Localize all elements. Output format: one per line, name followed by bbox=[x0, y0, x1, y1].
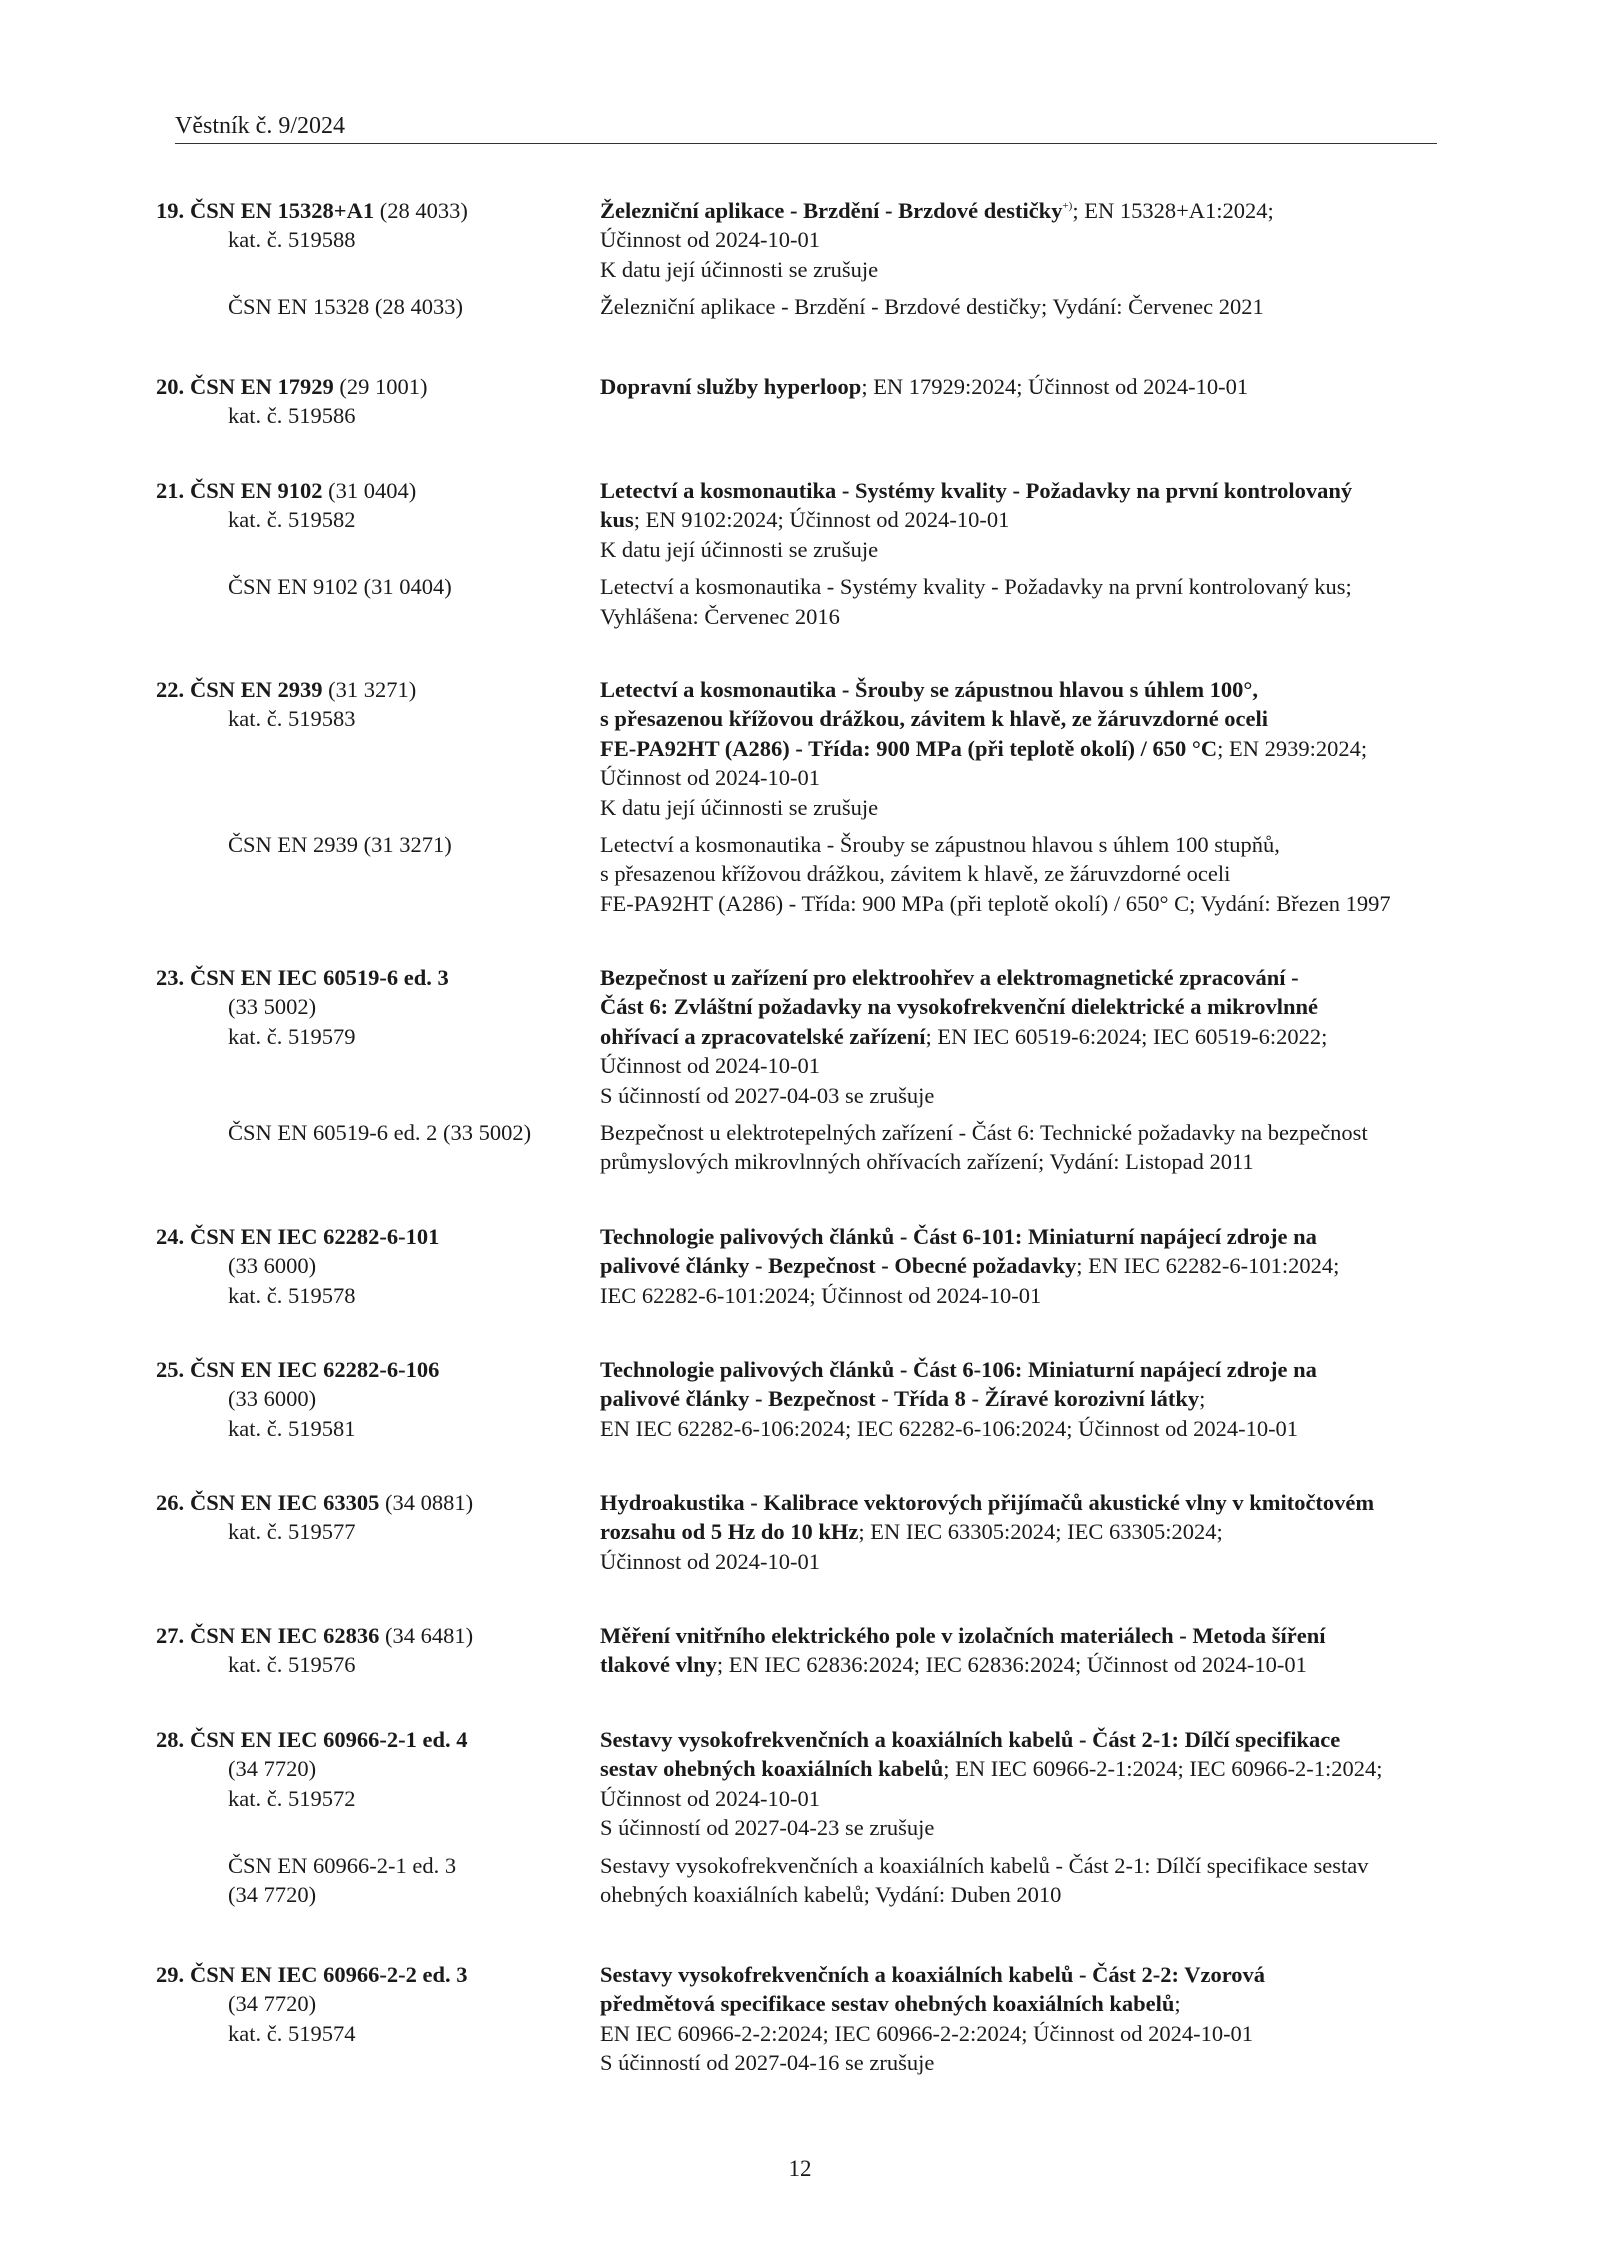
standard-title-line bbox=[600, 1547, 1452, 1576]
new-standard-row bbox=[0, 1960, 1600, 2078]
replaced-standard-row bbox=[0, 1851, 1600, 1910]
standard-title-line bbox=[600, 476, 1452, 505]
standard-title-line bbox=[600, 1414, 1452, 1443]
standard-detail: K datu její účinnosti se zrušuje bbox=[600, 794, 879, 820]
designation-column bbox=[0, 1960, 600, 2078]
entry-number: 20. bbox=[156, 374, 185, 399]
standard-code-detail: (34 0881) bbox=[379, 1490, 474, 1515]
standard-title-line bbox=[600, 1813, 1452, 1842]
standard-entry bbox=[0, 372, 1600, 431]
standard-designation-line bbox=[190, 1251, 600, 1280]
standard-entry bbox=[0, 1488, 1600, 1576]
standard-title-line bbox=[600, 763, 1452, 792]
standard-title-line bbox=[600, 1281, 1452, 1310]
standard-detail: Sestavy vysokofrekvenčních a koaxiálních kabelů - Část 2-1: Dílčí specifikace sestav bbox=[600, 1852, 1369, 1878]
standard-title-line bbox=[600, 1488, 1452, 1517]
designation-column bbox=[0, 1222, 600, 1310]
standard-detail: ohebných koaxiálních kabelů; Vydání: Duben 2010 bbox=[600, 1882, 1062, 1908]
standard-title-line bbox=[600, 196, 1452, 225]
standard-title: Měření vnitřního elektrického pole v izolačních materiálech - Metoda šíření bbox=[600, 1623, 1326, 1648]
standard-title-line bbox=[600, 1517, 1452, 1546]
standard-detail: ; EN IEC 62282-6-101:2024; bbox=[1076, 1253, 1340, 1279]
standard-code: ČSN EN IEC 62836 bbox=[190, 1623, 380, 1648]
standard-code-detail: (34 7720) bbox=[228, 1882, 317, 1908]
standard-code-detail: (28 4033) bbox=[374, 198, 468, 223]
standard-code-detail: kat. č. 519574 bbox=[228, 2020, 356, 2046]
entry-number: 24. bbox=[156, 1224, 185, 1249]
standard-designation-line bbox=[190, 572, 600, 601]
standard-designation-line bbox=[190, 1022, 600, 1051]
standard-code-detail: kat. č. 519579 bbox=[228, 1023, 356, 1049]
standard-designation-line bbox=[190, 830, 600, 859]
standard-detail: Železniční aplikace - Brzdění - Brzdové destičky; Vydání: Červenec 2021 bbox=[600, 294, 1264, 320]
standard-detail: Letectví a kosmonautika - Systémy kvality - Požadavky na první kontrolovaný kus; bbox=[600, 574, 1352, 600]
title-column bbox=[600, 1488, 1452, 1576]
standard-designation-line bbox=[156, 196, 600, 225]
standard-designation-line bbox=[190, 1650, 600, 1679]
designation-column bbox=[0, 1355, 600, 1443]
new-standard-row bbox=[0, 476, 1600, 564]
standard-detail: Účinnost od 2024-10-01 bbox=[600, 1053, 820, 1079]
title-column bbox=[600, 1725, 1452, 1843]
standard-title-line bbox=[600, 1147, 1452, 1176]
standard-title-line bbox=[600, 1851, 1452, 1880]
standard-title-line bbox=[600, 1118, 1452, 1147]
entry-number: 19. bbox=[156, 198, 185, 223]
standard-designation-line bbox=[190, 1784, 600, 1813]
standard-designation-line bbox=[190, 1414, 600, 1443]
standard-code-detail: ČSN EN 9102 (31 0404) bbox=[228, 574, 452, 600]
title-column bbox=[600, 196, 1452, 284]
standard-title-line bbox=[600, 292, 1452, 321]
standard-title: Hydroakustika - Kalibrace vektorových přijímačů akustické vlny v kmitočtovém bbox=[600, 1490, 1375, 1515]
standard-detail: ; EN IEC 63305:2024; IEC 63305:2024; bbox=[858, 1519, 1223, 1545]
standard-detail: FE-PA92HT (A286) - Třída: 900 MPa (při teplotě okolí) / 650° C; Vydání: Březen 1997 bbox=[600, 890, 1391, 916]
title-column bbox=[600, 372, 1452, 431]
standard-designation-line bbox=[190, 292, 600, 321]
standard-detail: Účinnost od 2024-10-01 bbox=[600, 227, 820, 253]
standard-code-detail: (29 1001) bbox=[333, 374, 428, 399]
standard-entry bbox=[0, 675, 1600, 918]
standard-detail: ; EN IEC 60519-6:2024; IEC 60519-6:2022; bbox=[925, 1023, 1328, 1049]
standard-code-detail: kat. č. 519583 bbox=[228, 706, 356, 732]
standard-title-line bbox=[600, 1355, 1452, 1384]
standard-designation-line bbox=[156, 1355, 600, 1384]
standard-title: předmětová specifikace sestav ohebných koaxiálních kabelů bbox=[600, 1991, 1175, 2017]
standard-title-line bbox=[600, 793, 1452, 822]
standard-title-line bbox=[600, 1754, 1452, 1783]
standard-title: sestav ohebných koaxiálních kabelů bbox=[600, 1756, 944, 1782]
new-standard-row bbox=[0, 1725, 1600, 1843]
standard-title-line bbox=[600, 2048, 1452, 2077]
standard-designation-line bbox=[156, 963, 600, 992]
new-standard-row bbox=[0, 675, 1600, 822]
standard-title-line bbox=[600, 1725, 1452, 1754]
standard-designation-line bbox=[190, 2019, 600, 2048]
standard-title-line bbox=[600, 572, 1452, 601]
standard-designation-line bbox=[156, 476, 600, 505]
standard-title: rozsahu od 5 Hz do 10 kHz bbox=[600, 1519, 859, 1545]
standard-code-detail: (33 6000) bbox=[228, 1253, 317, 1279]
standard-detail: ; bbox=[1174, 1991, 1181, 2017]
entry-number: 26. bbox=[156, 1490, 185, 1515]
designation-column bbox=[0, 1851, 600, 1910]
standard-title: Letectví a kosmonautika - Šrouby se zápustnou hlavou s úhlem 100°, bbox=[600, 677, 1259, 702]
entry-number: 25. bbox=[156, 1357, 185, 1382]
standard-title-line bbox=[600, 1960, 1452, 1989]
new-standard-row bbox=[0, 1222, 1600, 1310]
standard-detail: Účinnost od 2024-10-01 bbox=[600, 1548, 820, 1574]
standard-entry bbox=[0, 1725, 1600, 1909]
title-column bbox=[600, 1621, 1452, 1680]
standard-detail: ; EN IEC 60966-2-1:2024; IEC 60966-2-1:2024; bbox=[943, 1756, 1383, 1782]
standard-designation-line bbox=[190, 1517, 600, 1546]
standard-designation-line bbox=[190, 1384, 600, 1413]
footnote-marker: +) bbox=[1062, 200, 1073, 212]
standard-code-detail: kat. č. 519572 bbox=[228, 1785, 356, 1811]
standard-code-detail: (31 0404) bbox=[322, 478, 417, 503]
standard-designation-line bbox=[156, 1222, 600, 1251]
new-standard-row bbox=[0, 1488, 1600, 1576]
standard-title-line bbox=[600, 1384, 1452, 1413]
standard-designation-line bbox=[190, 1880, 600, 1909]
standard-code-detail: kat. č. 519581 bbox=[228, 1415, 356, 1441]
standard-code-detail: ČSN EN 60519-6 ed. 2 (33 5002) bbox=[228, 1120, 532, 1146]
new-standard-row bbox=[0, 196, 1600, 284]
replaced-standard-row bbox=[0, 830, 1600, 918]
standard-title-line bbox=[600, 1880, 1452, 1909]
standard-code-detail: (34 7720) bbox=[228, 1756, 317, 1782]
designation-column bbox=[0, 1488, 600, 1576]
standard-designation-line bbox=[190, 1118, 600, 1147]
standard-entry bbox=[0, 963, 1600, 1177]
entry-number: 23. bbox=[156, 965, 185, 990]
standard-title-line bbox=[600, 2019, 1452, 2048]
standard-title: Sestavy vysokofrekvenčních a koaxiálních kabelů - Část 2-1: Dílčí specifikace bbox=[600, 1727, 1341, 1752]
new-standard-row bbox=[0, 1355, 1600, 1443]
standard-designation-line bbox=[190, 992, 600, 1021]
title-column bbox=[600, 675, 1452, 822]
standard-detail: K datu její účinnosti se zrušuje bbox=[600, 256, 879, 282]
replaced-standard-row bbox=[0, 1118, 1600, 1177]
standard-designation-line bbox=[190, 505, 600, 534]
standard-title-line bbox=[600, 1621, 1452, 1650]
standard-designation-line bbox=[156, 1960, 600, 1989]
designation-column bbox=[0, 830, 600, 918]
standard-title-line bbox=[600, 734, 1452, 763]
standard-designation-line bbox=[156, 675, 600, 704]
title-column bbox=[600, 1851, 1452, 1910]
standard-title: Technologie palivových článků - Část 6-101: Miniaturní napájecí zdroje na bbox=[600, 1224, 1317, 1249]
standard-detail: ; EN 17929:2024; Účinnost od 2024-10-01 bbox=[861, 374, 1249, 399]
standard-code-detail: kat. č. 519578 bbox=[228, 1282, 356, 1308]
standard-title-line bbox=[600, 889, 1452, 918]
standard-detail: S účinností od 2027-04-23 se zrušuje bbox=[600, 1815, 935, 1841]
standard-detail: Účinnost od 2024-10-01 bbox=[600, 765, 820, 791]
standard-code: ČSN EN IEC 60519-6 ed. 3 bbox=[190, 965, 449, 990]
standard-designation-line bbox=[190, 1989, 600, 2018]
standard-title: Železniční aplikace - Brzdění - Brzdové destičky bbox=[600, 198, 1063, 223]
standard-code-detail: (33 6000) bbox=[228, 1386, 317, 1412]
standard-code-detail: kat. č. 519586 bbox=[228, 403, 356, 429]
standard-detail: s přesazenou křížovou drážkou, závitem k hlavě, ze žáruvzdorné oceli bbox=[600, 861, 1231, 887]
standard-code-detail: (31 3271) bbox=[322, 677, 417, 702]
standard-code-detail: kat. č. 519582 bbox=[228, 507, 356, 533]
standard-title-line bbox=[600, 963, 1452, 992]
designation-column bbox=[0, 675, 600, 822]
standard-designation-line bbox=[156, 1725, 600, 1754]
designation-column bbox=[0, 292, 600, 321]
standard-title-line bbox=[600, 704, 1452, 733]
new-standard-row bbox=[0, 372, 1600, 431]
standard-code-detail: kat. č. 519577 bbox=[228, 1519, 356, 1545]
standard-title-line bbox=[600, 1022, 1452, 1051]
standard-detail: Účinnost od 2024-10-01 bbox=[600, 1785, 820, 1811]
standard-title: Sestavy vysokofrekvenčních a koaxiálních kabelů - Část 2-2: Vzorová bbox=[600, 1962, 1266, 1987]
standard-title: kus bbox=[600, 507, 634, 533]
standard-title-line bbox=[600, 1650, 1452, 1679]
standard-detail: ; EN 15328+A1:2024; bbox=[1072, 198, 1274, 223]
entry-number: 29. bbox=[156, 1962, 185, 1987]
standard-detail: Bezpečnost u elektrotepelných zařízení - Část 6: Technické požadavky na bezpečnost bbox=[600, 1120, 1368, 1146]
standard-code-detail: (34 6481) bbox=[379, 1623, 474, 1648]
title-column bbox=[600, 1355, 1452, 1443]
standard-detail: S účinností od 2027-04-03 se zrušuje bbox=[600, 1082, 935, 1108]
standard-detail: ; EN 2939:2024; bbox=[1217, 735, 1368, 761]
standard-designation-line bbox=[190, 401, 600, 430]
standard-title-line bbox=[600, 1222, 1452, 1251]
entry-number: 22. bbox=[156, 677, 185, 702]
designation-column bbox=[0, 1621, 600, 1680]
standard-title: FE-PA92HT (A286) - Třída: 900 MPa (při teplotě okolí) / 650 °C bbox=[600, 735, 1218, 761]
title-column bbox=[600, 1960, 1452, 2078]
standard-detail: ; EN 9102:2024; Účinnost od 2024-10-01 bbox=[633, 507, 1010, 533]
standard-detail: EN IEC 60966-2-2:2024; IEC 60966-2-2:2024; Účinnost od 2024-10-01 bbox=[600, 2020, 1254, 2046]
entry-number: 28. bbox=[156, 1727, 185, 1752]
standard-designation-line bbox=[156, 372, 600, 401]
standard-detail: EN IEC 62282-6-106:2024; IEC 62282-6-106:2024; Účinnost od 2024-10-01 bbox=[600, 1415, 1299, 1441]
standard-title-line bbox=[600, 830, 1452, 859]
entry-number: 27. bbox=[156, 1623, 185, 1648]
standard-detail: K datu její účinnosti se zrušuje bbox=[600, 536, 879, 562]
designation-column bbox=[0, 572, 600, 631]
standard-code-detail: ČSN EN 15328 (28 4033) bbox=[228, 294, 463, 320]
standard-title: Dopravní služby hyperloop bbox=[600, 374, 862, 399]
replaced-standard-row bbox=[0, 292, 1600, 321]
standard-designation-line bbox=[190, 225, 600, 254]
standard-designation-line bbox=[190, 704, 600, 733]
new-standard-row bbox=[0, 963, 1600, 1110]
standard-title-line bbox=[600, 1989, 1452, 2018]
standard-entry bbox=[0, 476, 1600, 631]
designation-column bbox=[0, 372, 600, 431]
replaced-standard-row bbox=[0, 572, 1600, 631]
standard-designation-line bbox=[190, 1851, 600, 1880]
standard-code: ČSN EN IEC 62282-6-101 bbox=[190, 1224, 440, 1249]
standard-title-line bbox=[600, 372, 1452, 401]
standard-entry bbox=[0, 196, 1600, 322]
page-header: Věstník č. 9/2024 bbox=[175, 111, 1437, 144]
standard-code: ČSN EN 9102 bbox=[190, 478, 323, 503]
standard-code-detail: (34 7720) bbox=[228, 1991, 317, 2017]
standard-title: s přesazenou křížovou drážkou, závitem k hlavě, ze žáruvzdorné oceli bbox=[600, 706, 1269, 732]
standard-detail: průmyslových mikrovlnných ohřívacích zařízení; Vydání: Listopad 2011 bbox=[600, 1149, 1254, 1175]
designation-column bbox=[0, 1118, 600, 1177]
standard-title-line bbox=[600, 1051, 1452, 1080]
standard-designation-line bbox=[156, 1621, 600, 1650]
standard-code: ČSN EN 15328+A1 bbox=[190, 198, 375, 223]
standard-entry bbox=[0, 1222, 1600, 1310]
standard-code-detail: kat. č. 519576 bbox=[228, 1652, 356, 1678]
standard-code: ČSN EN 2939 bbox=[190, 677, 323, 702]
standard-title: Část 6: Zvláštní požadavky na vysokofrekvenční dielektrické a mikrovlnné bbox=[600, 994, 1318, 1020]
standard-title: palivové články - Bezpečnost - Třída 8 - Žíravé korozivní látky bbox=[600, 1386, 1200, 1412]
title-column bbox=[600, 830, 1452, 918]
designation-column bbox=[0, 963, 600, 1110]
standard-detail: ; EN IEC 62836:2024; IEC 62836:2024; Účinnost od 2024-10-01 bbox=[716, 1652, 1307, 1678]
standard-title: Bezpečnost u zařízení pro elektroohřev a elektromagnetické zpracování - bbox=[600, 965, 1299, 990]
standard-code: ČSN EN 17929 bbox=[190, 374, 334, 399]
standard-code-detail: (33 5002) bbox=[228, 994, 317, 1020]
standard-detail: Vyhlášena: Červenec 2016 bbox=[600, 603, 840, 629]
standard-detail: ; bbox=[1199, 1386, 1206, 1412]
title-column bbox=[600, 963, 1452, 1110]
new-standard-row bbox=[0, 1621, 1600, 1680]
standard-title-line bbox=[600, 602, 1452, 631]
standard-designation-line bbox=[190, 1281, 600, 1310]
standard-code-detail: kat. č. 519588 bbox=[228, 227, 356, 253]
title-column bbox=[600, 476, 1452, 564]
designation-column bbox=[0, 196, 600, 284]
standard-designation-line bbox=[156, 1488, 600, 1517]
standard-title-line bbox=[600, 1081, 1452, 1110]
standard-code-detail: ČSN EN 60966-2-1 ed. 3 bbox=[228, 1852, 457, 1878]
standard-title-line bbox=[600, 505, 1452, 534]
standard-title-line bbox=[600, 1784, 1452, 1813]
standard-title: Letectví a kosmonautika - Systémy kvality - Požadavky na první kontrolovaný bbox=[600, 478, 1353, 503]
standard-title: Technologie palivových článků - Část 6-106: Miniaturní napájecí zdroje na bbox=[600, 1357, 1317, 1382]
standard-code: ČSN EN IEC 60966-2-1 ed. 4 bbox=[190, 1727, 468, 1752]
standard-detail: S účinností od 2027-04-16 se zrušuje bbox=[600, 2050, 935, 2076]
standard-detail: Letectví a kosmonautika - Šrouby se zápustnou hlavou s úhlem 100 stupňů, bbox=[600, 832, 1280, 858]
standard-title: ohřívací a zpracovatelské zařízení bbox=[600, 1023, 926, 1049]
standard-title-line bbox=[600, 1251, 1452, 1280]
standard-title-line bbox=[600, 675, 1452, 704]
standard-entry bbox=[0, 1621, 1600, 1680]
title-column bbox=[600, 1222, 1452, 1310]
page-number: 12 bbox=[788, 2156, 812, 2181]
title-column bbox=[600, 292, 1452, 321]
title-column bbox=[600, 572, 1452, 631]
standard-entry bbox=[0, 1355, 1600, 1443]
standard-code: ČSN EN IEC 62282-6-106 bbox=[190, 1357, 440, 1382]
standard-title-line bbox=[600, 859, 1452, 888]
standard-title-line bbox=[600, 992, 1452, 1021]
entry-number: 21. bbox=[156, 478, 185, 503]
standard-code: ČSN EN IEC 60966-2-2 ed. 3 bbox=[190, 1962, 468, 1987]
standard-title-line bbox=[600, 255, 1452, 284]
standard-code: ČSN EN IEC 63305 bbox=[190, 1490, 380, 1515]
designation-column bbox=[0, 1725, 600, 1843]
standard-title: tlakové vlny bbox=[600, 1652, 717, 1678]
standard-title: palivové články - Bezpečnost - Obecné požadavky bbox=[600, 1253, 1077, 1279]
standard-title-line bbox=[600, 225, 1452, 254]
standard-title-line bbox=[600, 535, 1452, 564]
standard-entry bbox=[0, 1960, 1600, 2078]
standard-detail: IEC 62282-6-101:2024; Účinnost od 2024-10-01 bbox=[600, 1282, 1042, 1308]
standard-code-detail: ČSN EN 2939 (31 3271) bbox=[228, 832, 452, 858]
title-column bbox=[600, 1118, 1452, 1177]
designation-column bbox=[0, 476, 600, 564]
standard-designation-line bbox=[190, 1754, 600, 1783]
